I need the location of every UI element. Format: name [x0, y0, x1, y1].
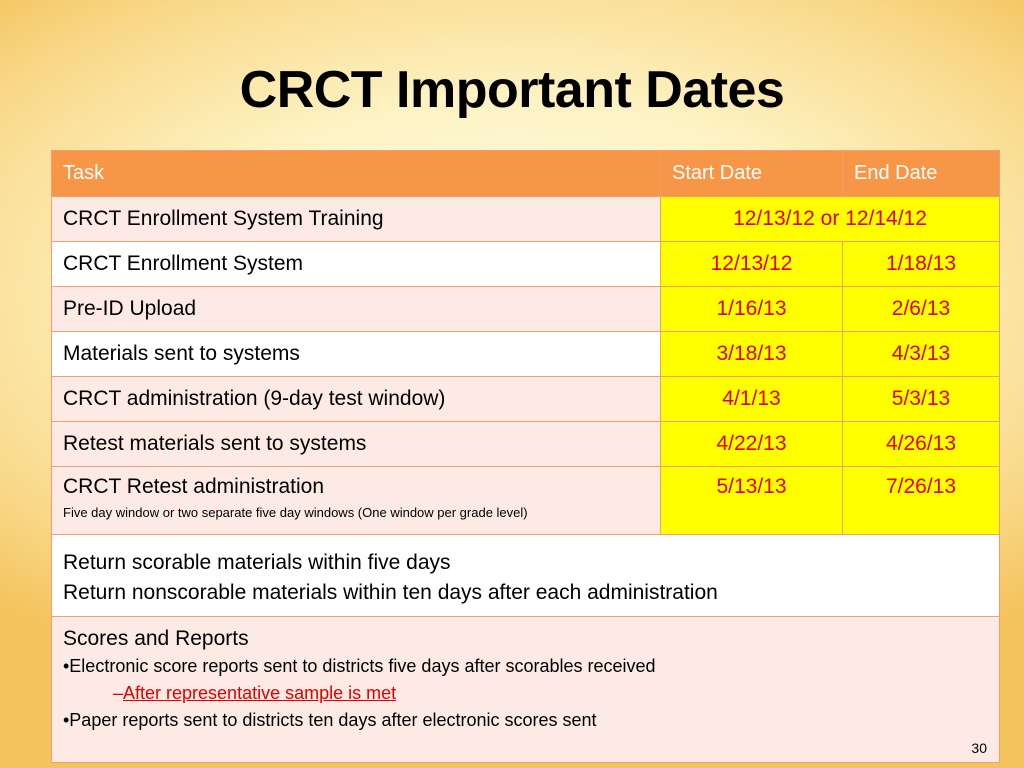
dash-glyph: – [113, 683, 124, 703]
table-row [52, 287, 1000, 332]
header-end-date: End Date [843, 151, 1000, 197]
task-note: Five day window or two separate five day windows (One window per grade level) [63, 505, 528, 520]
return-materials-cell [52, 535, 1000, 617]
task-cell: Retest materials sent to systems [52, 422, 661, 467]
task-cell: Pre-ID Upload [52, 287, 661, 332]
slide-title: CRCT Important Dates [239, 61, 785, 119]
task-cell [52, 467, 661, 535]
task-cell: Materials sent to systems [52, 332, 661, 377]
scores-reports-cell [52, 617, 1000, 763]
table-row [52, 467, 1000, 535]
end-date-cell: 7/26/13 [843, 467, 1000, 535]
start-date-cell: 1/16/13 [661, 287, 843, 332]
page-number: 30 [971, 740, 987, 756]
start-date-cell: 12/13/12 [661, 242, 843, 287]
task-cell: CRCT Enrollment System Training [52, 197, 661, 242]
task-label: CRCT Retest administration [63, 475, 325, 498]
return-line-scorable: Return scorable materials within five days [63, 550, 451, 574]
scores-sub-bullet [63, 680, 988, 706]
scores-reports-row [52, 617, 1000, 763]
date-range-cell: 12/13/12 or 12/14/12 [661, 197, 1000, 242]
dates-table [51, 150, 1000, 763]
start-date-cell: 4/1/13 [661, 377, 843, 422]
end-date-cell: 1/18/13 [843, 242, 1000, 287]
header-start-date: Start Date [661, 151, 843, 197]
end-date-cell: 4/26/13 [843, 422, 1000, 467]
scores-sub-bullet-text: After representative sample is met [123, 683, 397, 703]
task-cell: CRCT administration (9-day test window) [52, 377, 661, 422]
table-row [52, 422, 1000, 467]
table-row [52, 197, 1000, 242]
end-date-cell: 4/3/13 [843, 332, 1000, 377]
return-line-nonscorable: Return nonscorable materials within ten days after each administration [63, 580, 718, 604]
header-task: Task [52, 151, 661, 197]
scores-bullet-paper: •Paper reports sent to districts ten days after electronic scores sent [63, 710, 597, 730]
scores-bullet-electronic: •Electronic score reports sent to districts five days after scorables received [63, 656, 656, 676]
table-row [52, 377, 1000, 422]
end-date-cell: 2/6/13 [843, 287, 1000, 332]
table-header-row [52, 151, 1000, 197]
start-date-cell: 5/13/13 [661, 467, 843, 535]
table-row [52, 332, 1000, 377]
scores-heading: Scores and Reports [63, 627, 249, 650]
start-date-cell: 3/18/13 [661, 332, 843, 377]
end-date-cell: 5/3/13 [843, 377, 1000, 422]
start-date-cell: 4/22/13 [661, 422, 843, 467]
table-row [52, 242, 1000, 287]
task-cell: CRCT Enrollment System [52, 242, 661, 287]
return-materials-row [52, 535, 1000, 617]
